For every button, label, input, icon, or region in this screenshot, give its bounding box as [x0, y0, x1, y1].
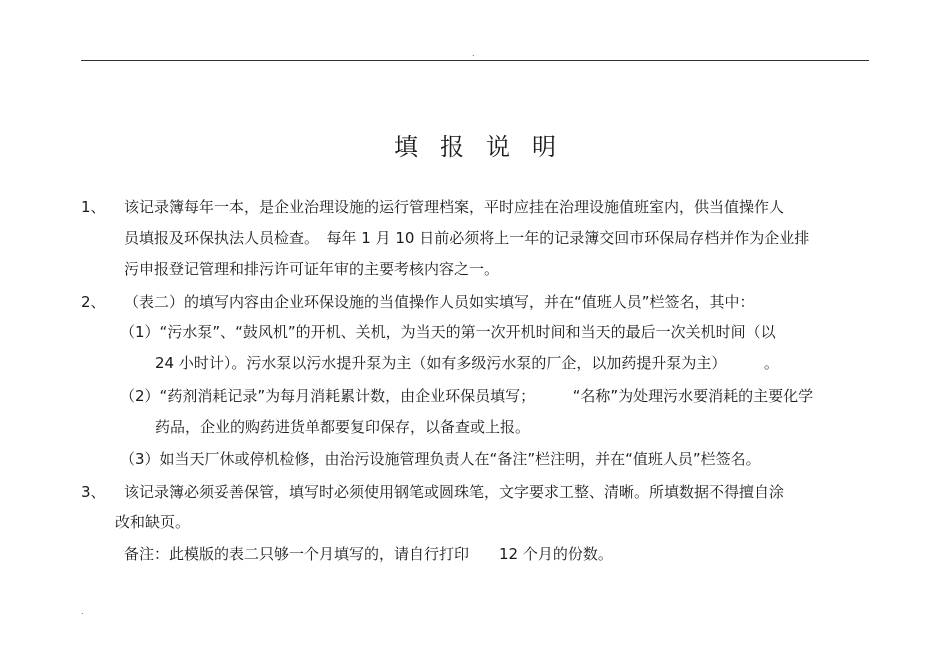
- item-2-sub-2-line-1: （2）“药剂消耗记录”为每月消耗累计数，由企业环保员填写； “名称”为处理污水要消耗的主要化学: [120, 387, 814, 405]
- item-3-number: 3、: [81, 483, 106, 501]
- item-1-number: 1、: [81, 198, 106, 216]
- header-rule: [81, 60, 869, 61]
- page-title: 填报说明: [394, 133, 578, 161]
- item-2-sub-1-line-2: 24 小时计）。污水泵以污水提升泵为主（如有多级污水泵的厂企，以加药提升泵为主） 。: [155, 354, 779, 372]
- item-2-number: 2、: [81, 293, 106, 311]
- item-2-line-1: （表二）的填写内容由企业环保设施的当值操作人员如实填写，并在“值班人员”栏签名，其中：: [124, 293, 755, 311]
- item-3-line-2: 改和缺页。: [115, 513, 191, 531]
- item-3-line-1: 该记录簿必须妥善保管，填写时必须使用钢笔或圆珠笔，文字要求工整、清晰。所填数据不得擅自涂: [124, 483, 785, 501]
- item-2-sub-3-line-1: （3）如当天厂休或停机检修，由治污设施管理负责人在“备注”栏注明，并在“值班人员”栏签名。: [120, 450, 761, 468]
- item-1-line-1: 该记录簿每年一本，是企业治理设施的运行管理档案，平时应挂在治理设施值班室内，供当值操作人: [124, 198, 785, 216]
- page-marker-dot: .: [472, 49, 475, 58]
- item-2-sub-2-line-2: 药品，企业的购药进货单都要复印保存，以备查或上报。: [155, 418, 531, 436]
- item-1-line-2: 员填报及环保执法人员检查。 每年 1 月 10 日前必须将上一年的记录簿交回市环保局存档并作为企业排: [124, 229, 810, 247]
- item-1-line-3: 污申报登记管理和排污许可证年审的主要考核内容之一。: [124, 260, 500, 278]
- page-marker-dot: .: [81, 607, 84, 616]
- note-text: 备注：此模版的表二只够一个月填写的，请自行打印 12 个月的份数。: [124, 545, 613, 563]
- item-2-sub-1-line-1: （1）“污水泵”、“鼓风机”的开机、关机，为当天的第一次开机时间和当天的最后一次关机时间（以: [120, 323, 776, 341]
